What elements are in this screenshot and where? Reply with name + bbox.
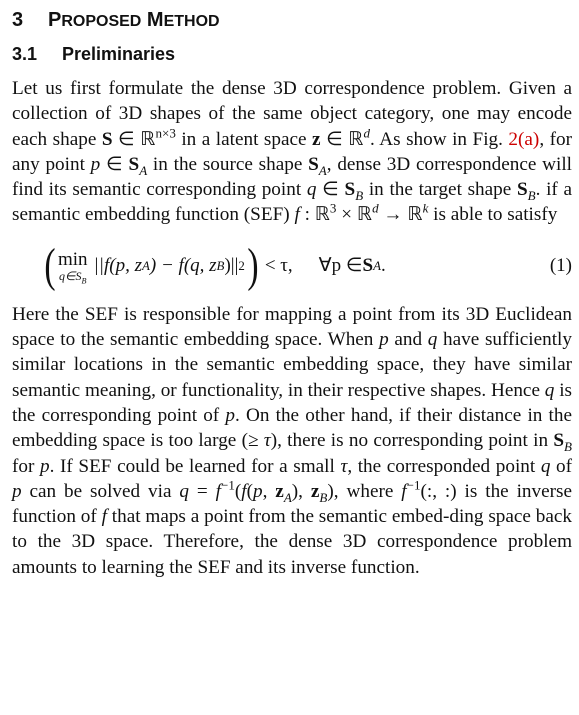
section-heading xyxy=(12,6,572,36)
math-subscript: B xyxy=(319,489,328,505)
text: that maps a point from the semantic embed-ding space back to the 3D space. Therefore, the dense 3D correspondence problem amounts to learning the SEF and its inverse function. xyxy=(12,506,572,578)
math-text: → ℝ xyxy=(378,204,423,226)
math-symbol: f xyxy=(241,480,247,502)
math-subscript: A xyxy=(283,489,292,505)
min-subscript-sub: B xyxy=(81,276,87,286)
math-symbol: S xyxy=(344,179,356,201)
math-superscript: −1 xyxy=(406,477,421,493)
math-subscript: A xyxy=(139,162,148,178)
math-symbol: p xyxy=(12,480,22,502)
math-text: ∈ ℝ xyxy=(320,128,364,150)
text: ), there is no corresponding point in xyxy=(270,430,554,452)
text: . If SEF could be learned for a small xyxy=(49,455,341,477)
math-symbol: p xyxy=(252,480,263,502)
min-subscript-text: q∈S xyxy=(59,268,82,283)
math-symbol: q xyxy=(427,329,438,351)
math-symbol: p xyxy=(379,329,389,351)
subsection-number: 3.1 xyxy=(12,44,38,64)
text: in the target shape xyxy=(363,179,517,201)
math-symbol: f xyxy=(401,480,407,502)
math-symbol: S xyxy=(128,153,140,175)
subsection-title: Preliminaries xyxy=(62,44,176,64)
text: is the corresponding point of xyxy=(12,379,572,426)
math-subscript: A xyxy=(318,162,327,178)
text: , the corresponded point xyxy=(347,455,541,477)
page xyxy=(12,6,572,580)
text: is able to satisfy xyxy=(428,204,558,226)
math-superscript: d xyxy=(363,125,371,141)
text: can be solved via xyxy=(21,480,180,502)
equation-1 xyxy=(12,236,572,296)
right-paren: ) xyxy=(247,238,259,292)
math-symbol: z xyxy=(275,480,284,502)
equation-dot: . xyxy=(380,254,386,276)
math-symbol: q xyxy=(544,379,555,401)
math-text: ), where xyxy=(327,480,402,502)
math-symbol: p xyxy=(90,153,101,175)
section-title-initial-1: P xyxy=(48,9,62,31)
text: Here the SEF is responsible for mapping a point from its 3D Euclidean space to the semantic embedding space. When xyxy=(12,303,572,351)
math-text: = xyxy=(188,480,216,502)
math-text: ( xyxy=(246,480,253,502)
math-superscript: k xyxy=(422,201,429,217)
text: in a latent space xyxy=(175,128,313,150)
math-symbol: τ xyxy=(263,430,271,452)
math-superscript: 3 xyxy=(329,201,337,217)
math-text: ), xyxy=(291,480,311,502)
math-symbol: q xyxy=(540,455,551,477)
left-paren: ( xyxy=(44,238,56,292)
math-text: : ℝ xyxy=(299,204,330,226)
math-superscript: −1 xyxy=(220,477,235,493)
text: Let us first formulate the dense 3D correspondence problem. Given a collection of 3D shapes of the same object category, one may encode each shape xyxy=(12,78,572,150)
equation-symbol: S xyxy=(362,254,374,276)
math-symbol: z xyxy=(312,128,321,150)
math-symbol: τ xyxy=(340,455,348,477)
math-symbol: z xyxy=(310,480,320,502)
math-symbol: f xyxy=(215,480,221,502)
math-text: × ℝ xyxy=(336,204,373,226)
math-text: , xyxy=(262,480,276,502)
paragraph-2 xyxy=(12,302,572,580)
equation-term: ||f(p, z xyxy=(93,254,142,276)
math-symbol: f xyxy=(101,506,107,528)
section-number: 3 xyxy=(12,9,24,31)
figure-reference-link[interactable]: 2(a) xyxy=(508,128,540,150)
text: have sufficiently similar locations in the semantic embedding space, they have similar semantic meaning, or functionality, in their respective shapes. Hence xyxy=(12,329,572,401)
math-symbol: p xyxy=(225,404,235,426)
section-title-rest-1: ROPOSED xyxy=(61,13,142,30)
min-operator xyxy=(57,248,88,286)
equation-term: )|| xyxy=(224,254,239,276)
text: . if a semantic embedding function (SEF) xyxy=(12,179,572,226)
math-text: ∈ ℝ xyxy=(112,128,156,150)
text: of xyxy=(550,455,573,477)
math-text: ( xyxy=(234,480,242,502)
math-symbol: q xyxy=(179,480,189,502)
math-subscript: B xyxy=(355,188,364,204)
math-superscript: d xyxy=(372,201,379,217)
math-symbol: p xyxy=(40,455,50,477)
text: . As show in Fig. xyxy=(370,128,509,150)
math-symbol: q xyxy=(306,179,317,201)
min-subscript xyxy=(58,268,88,286)
equation-body: ( min $q\in S_B$ ||f(p, z A ) − f(q, z B )|| 2 ) < τ, ∀p ∈ S A . xyxy=(42,236,386,296)
text: , for any point xyxy=(12,128,572,175)
section-title-initial-2: M xyxy=(146,9,164,31)
math-symbol: f xyxy=(294,204,300,226)
math-superscript: n×3 xyxy=(155,125,176,141)
equation-forall: ∀p ∈ xyxy=(318,255,363,277)
math-subscript: B xyxy=(564,439,572,455)
math-symbol: S xyxy=(516,179,528,201)
text: for xyxy=(12,455,40,477)
text: . On the other hand, if their distance in the embedding space is too large (≥ xyxy=(12,404,572,452)
math-subscript: B xyxy=(527,188,536,204)
math-symbol: S xyxy=(308,153,319,175)
text: and xyxy=(388,329,428,351)
equation-number: (1) xyxy=(549,254,572,276)
text: , dense 3D correspondence will find its semantic corresponding point xyxy=(12,153,572,201)
math-text: (:, :) is the inverse function of xyxy=(12,480,573,528)
math-text: ∈ xyxy=(316,179,345,201)
equation-term: ) − f(q, z xyxy=(149,254,217,276)
section-title-rest-2: ETHOD xyxy=(163,13,220,30)
paragraph-1 xyxy=(12,76,572,228)
text: in the source shape xyxy=(147,153,309,175)
math-symbol: S xyxy=(553,430,565,452)
min-word: min xyxy=(57,248,88,270)
math-symbol: S xyxy=(101,128,113,150)
math-text: ∈ xyxy=(100,153,129,175)
equation-rhs: < τ, xyxy=(264,254,293,276)
subsection-heading xyxy=(12,42,572,66)
